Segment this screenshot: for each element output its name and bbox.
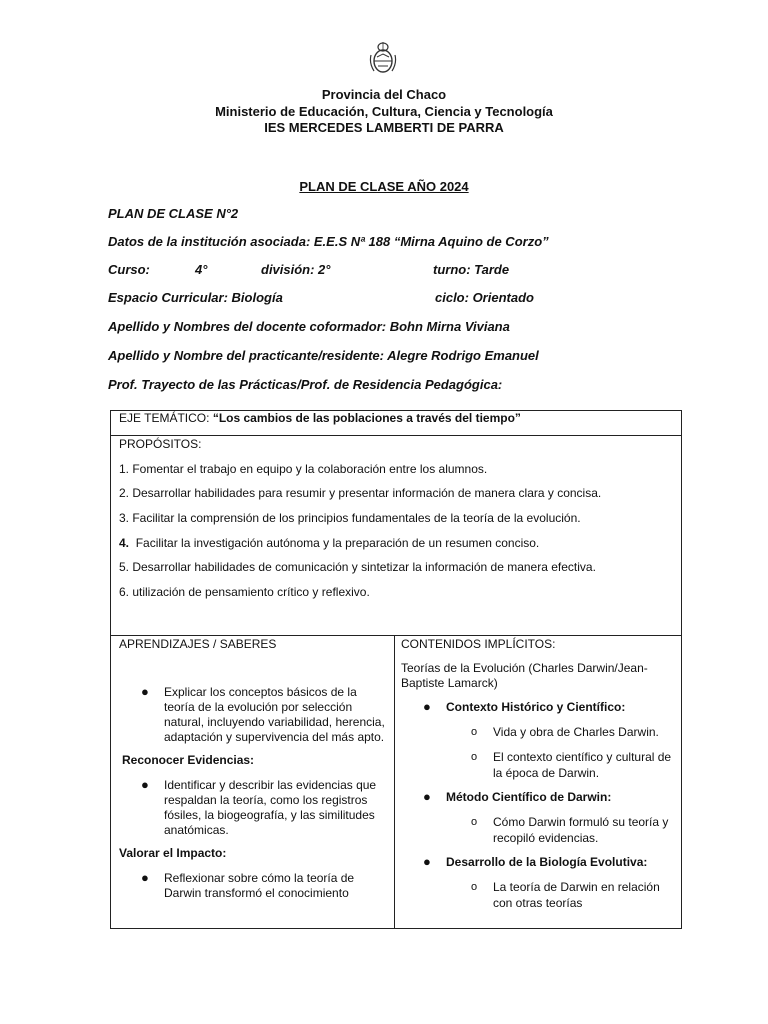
institute-name: IES MERCEDES LAMBERTI DE PARRA bbox=[264, 120, 504, 135]
contents-intro: Teorías de la Evolución (Charles Darwin/Jean-Baptiste Lamarck) bbox=[401, 661, 648, 690]
thematic-axis-row bbox=[111, 411, 681, 436]
ministry-name: Ministerio de Educación, Cultura, Ciencia y Tecnología bbox=[215, 103, 553, 119]
learning-heading: Valorar el Impacto: bbox=[119, 846, 227, 860]
division-field: división: 2° bbox=[261, 262, 331, 277]
cycle-field: ciclo: Orientado bbox=[435, 290, 534, 305]
province-name: Provincia del Chaco bbox=[321, 87, 447, 102]
contents-subitem: o Vida y obra de Charles Darwin. bbox=[401, 724, 675, 740]
plan-table bbox=[110, 410, 682, 929]
student-name: Apellido y Nombre del practicante/residente: Alegre Rodrigo Emanuel bbox=[108, 348, 539, 363]
learning-bullet: ● Reflexionar sobre cómo la teoría de Darwin transformó el conocimiento bbox=[119, 871, 386, 901]
purpose-number: 4. bbox=[119, 535, 130, 550]
contents-heading: ● Método Científico de Darwin: bbox=[401, 790, 675, 805]
course-label: Curso: bbox=[108, 262, 150, 277]
purpose-item: 4. Facilitar la investigación autónoma y la preparación de un resumen conciso. bbox=[119, 535, 540, 550]
contents-column bbox=[395, 636, 681, 928]
contents-subitem: o El contexto científico y cultural de la época de Darwin. bbox=[401, 749, 675, 781]
purpose-item: 3. Facilitar la comprensión de los principios fundamentales de la teoría de la evolución. bbox=[119, 511, 581, 526]
institution-data: Datos de la institución asociada: E.E.S Nª 188 “Mirna Aquino de Corzo” bbox=[108, 234, 549, 249]
institution-header bbox=[0, 87, 768, 137]
learning-heading: Reconocer Evidencias: bbox=[122, 753, 255, 767]
practice-professor: Prof. Trayecto de las Prácticas/Prof. de Residencia Pedagógica: bbox=[108, 377, 503, 392]
thematic-axis-label: EJE TEMÁTICO: bbox=[119, 411, 210, 425]
contents-subitem: o La teoría de Darwin en relación con otras teorías bbox=[401, 879, 675, 911]
content-row bbox=[111, 636, 681, 928]
purposes-row bbox=[111, 436, 681, 636]
purpose-item: 5. Desarrollar habilidades de comunicación y sintetizar la información de manera efectiva. bbox=[119, 560, 596, 575]
shift-field: turno: Tarde bbox=[433, 262, 510, 277]
coat-of-arms-icon bbox=[368, 41, 398, 75]
learning-header: APRENDIZAJES / SABERES bbox=[119, 637, 277, 651]
contents-heading: ● Contexto Histórico y Científico: bbox=[401, 700, 675, 715]
purpose-item: 2. Desarrollar habilidades para resumir y presentar información de manera clara y concisa. bbox=[119, 486, 602, 501]
contents-heading: ● Desarrollo de la Biología Evolutiva: bbox=[401, 855, 675, 870]
teacher-name: Apellido y Nombres del docente coformador: Bohn Mirna Viviana bbox=[108, 319, 510, 334]
course-line bbox=[108, 262, 608, 278]
purpose-item: 1. Fomentar el trabajo en equipo y la colaboración entre los alumnos. bbox=[119, 461, 488, 476]
course-value: 4° bbox=[195, 262, 208, 277]
curricular-space: Espacio Curricular: Biología bbox=[108, 290, 283, 305]
learning-bullet: ● Explicar los conceptos básicos de la teoría de la evolución por selección natural, incluyendo variabilidad, herencia, adaptación y supervivencia del más apto. bbox=[119, 685, 386, 745]
thematic-axis-value: “Los cambios de las poblaciones a través del tiempo” bbox=[212, 411, 521, 425]
page-title: PLAN DE CLASE AÑO 2024 bbox=[299, 179, 469, 194]
purposes-label: PROPÓSITOS: bbox=[119, 437, 202, 451]
curricular-line bbox=[108, 290, 608, 306]
contents-subitem: o Cómo Darwin formuló su teoría y recopiló evidencias. bbox=[401, 814, 675, 846]
learning-bullet: ● Identificar y describir las evidencias que respaldan la teoría, como los registros fósiles, la biogeografía, y las similitudes anatómicas. bbox=[119, 778, 386, 838]
plan-number: PLAN DE CLASE N°2 bbox=[108, 206, 239, 221]
learning-column bbox=[111, 636, 395, 928]
purpose-item: 6. utilización de pensamiento crítico y reflexivo. bbox=[119, 585, 370, 600]
contents-header: CONTENIDOS IMPLÍCITOS: bbox=[401, 637, 556, 651]
